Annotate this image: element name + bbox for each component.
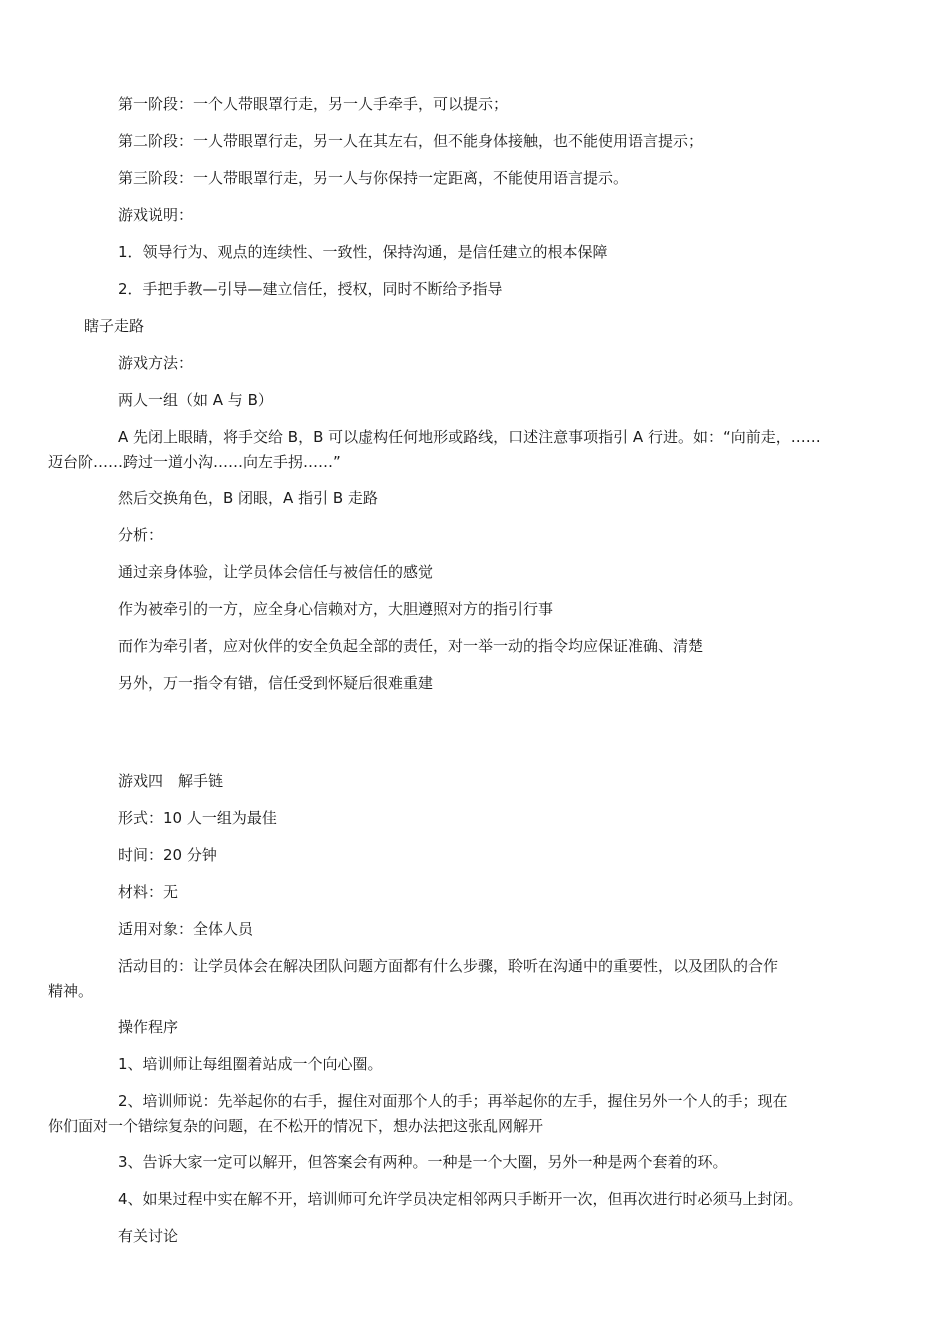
- analysis-line-2: 作为被牵引的一方，应全身心信赖对方，大胆遵照对方的指引行事: [118, 600, 554, 618]
- discussion-heading: 有关讨论: [118, 1227, 179, 1245]
- time-line: 时间：20 分钟: [118, 846, 217, 864]
- procedure-heading: 操作程序: [118, 1018, 179, 1036]
- audience-line: 适用对象：全体人员: [118, 920, 254, 938]
- procedure-step-1: 1、培训师让每组圈着站成一个向心圈。: [118, 1055, 383, 1073]
- procedure-step-4: 4、如果过程中实在解不开，培训师可允许学员决定相邻两只手断开一次，但再次进行时必须马上封闭。: [118, 1190, 803, 1208]
- note-item-1: 1．领导行为、观点的连续性、一致性，保持沟通，是信任建立的根本保障: [118, 243, 608, 261]
- method-heading: 游戏方法：: [118, 354, 194, 372]
- analysis-line-4: 另外，万一指令有错，信任受到怀疑后很难重建: [118, 674, 434, 692]
- game-notes-heading: 游戏说明：: [118, 206, 194, 224]
- method-line-1: 两人一组（如 A 与 B）: [118, 391, 273, 409]
- materials-line: 材料：无: [118, 883, 179, 901]
- stage-three-line: 第三阶段：一人带眼罩行走，另一人与你保持一定距离，不能使用语言提示。: [118, 169, 629, 187]
- procedure-step-3: 3、告诉大家一定可以解开，但答案会有两种。一种是一个大圈，另外一种是两个套着的环。: [118, 1153, 728, 1171]
- method-line-2: A 先闭上眼睛，将手交给 B，B 可以虚构任何地形或路线，口述注意事项指引 A 行进。如：“向前走，……: [118, 428, 821, 446]
- method-line-2-cont: 迈台阶……跨过一道小沟……向左手拐……”: [48, 453, 341, 471]
- purpose-line: 活动目的：让学员体会在解决团队问题方面都有什么步骤，聆听在沟通中的重要性，以及团队的合作: [118, 957, 779, 975]
- section-title-game-four: 游戏四 解手链: [118, 772, 224, 790]
- analysis-line-3: 而作为牵引者，应对伙伴的安全负起全部的责任，对一举一动的指令均应保证准确、清楚: [118, 637, 704, 655]
- note-item-2: 2．手把手教—引导—建立信任，授权，同时不断给予指导: [118, 280, 503, 298]
- format-line: 形式：10 人一组为最佳: [118, 809, 277, 827]
- method-line-3: 然后交换角色，B 闭眼，A 指引 B 走路: [118, 489, 378, 507]
- procedure-step-2: 2、培训师说：先举起你的右手，握住对面那个人的手；再举起你的左手，握住另外一个人的手；现在: [118, 1092, 788, 1110]
- stage-two-line: 第二阶段：一人带眼罩行走，另一人在其左右，但不能身体接触，也不能使用语言提示；: [118, 132, 704, 150]
- analysis-heading: 分析：: [118, 526, 164, 544]
- procedure-step-2-cont: 你们面对一个错综复杂的问题，在不松开的情况下，想办法把这张乱网解开: [48, 1117, 544, 1135]
- stage-one-line: 第一阶段：一个人带眼罩行走，另一人手牵手，可以提示；: [118, 95, 509, 113]
- section-title-blind-walk: 瞎子走路: [84, 317, 145, 335]
- purpose-line-cont: 精神。: [48, 982, 94, 1000]
- analysis-line-1: 通过亲身体验，让学员体会信任与被信任的感觉: [118, 563, 434, 581]
